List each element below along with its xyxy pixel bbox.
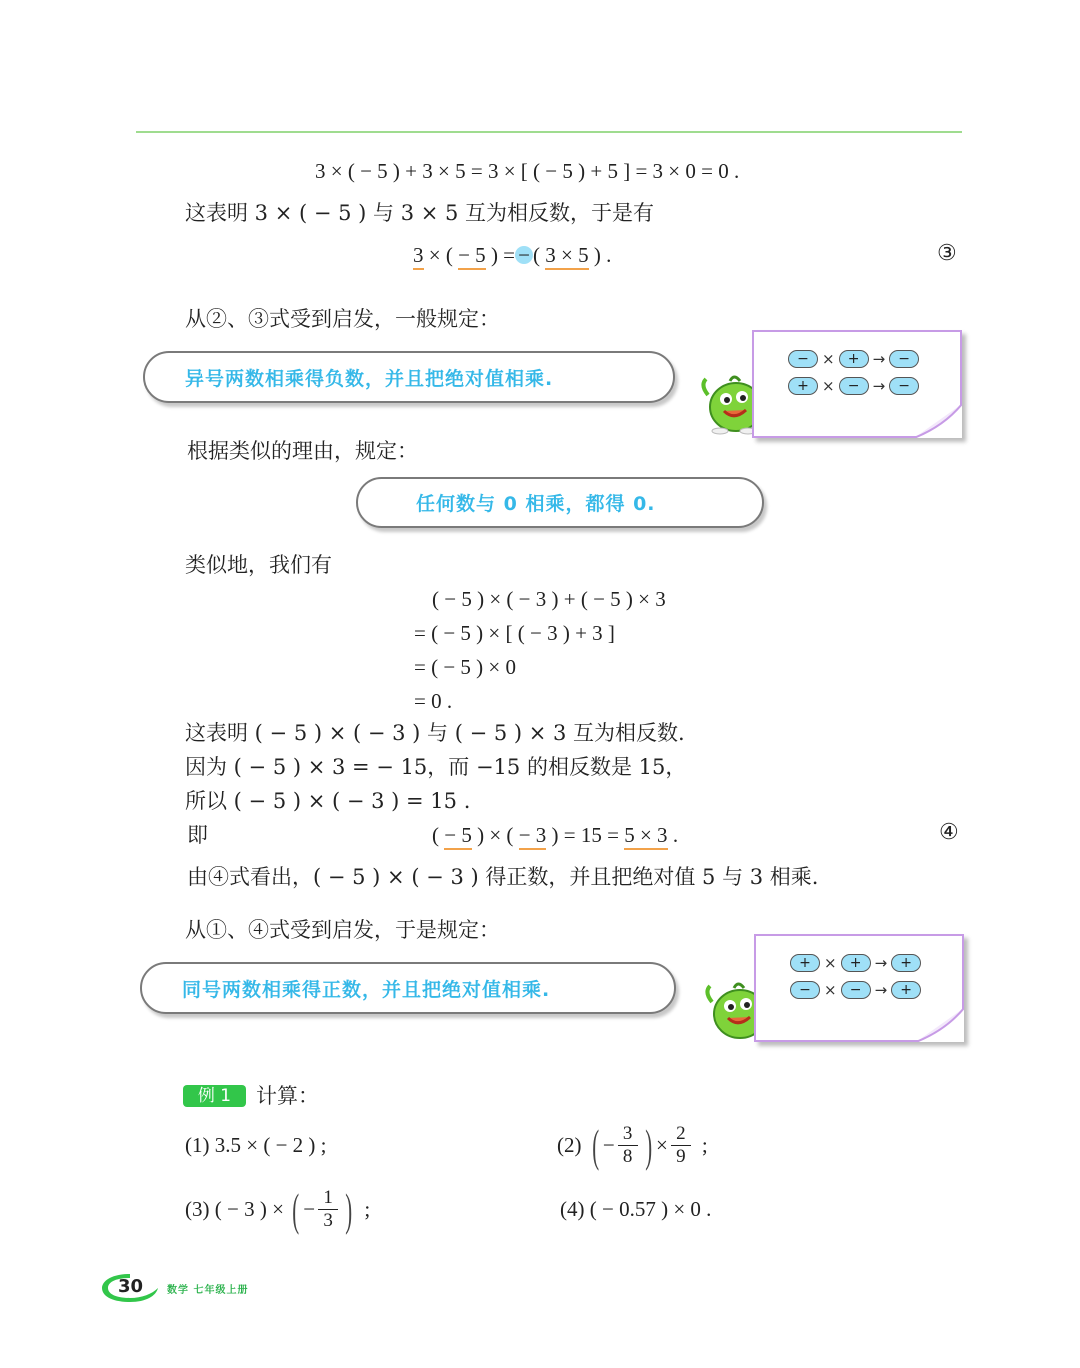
arrow-icon: → bbox=[872, 350, 886, 368]
sign-pill: + bbox=[841, 954, 871, 972]
left-paren: ( bbox=[591, 1119, 599, 1171]
numerator: 3 bbox=[622, 1122, 633, 1144]
eq4-5x3: 5 × 3 bbox=[624, 823, 667, 850]
left-paren: ( bbox=[292, 1183, 300, 1235]
eq3-text: × ( bbox=[423, 243, 459, 267]
rule-box-2 bbox=[356, 477, 764, 528]
equation-3 bbox=[413, 243, 611, 268]
example-badge: 例 1 bbox=[183, 1085, 246, 1107]
sign-pill: + bbox=[788, 377, 818, 395]
sign-pill: − bbox=[841, 981, 871, 999]
calc-line-1: ( − 5 ) × ( − 3 ) + ( − 5 ) × 3 bbox=[432, 587, 666, 611]
text-line-10: 即 bbox=[187, 823, 208, 847]
problem-2 bbox=[557, 1118, 708, 1172]
note-2-row-2 bbox=[790, 981, 921, 999]
problem-2-neg: − bbox=[602, 1132, 615, 1157]
sign-pill: + bbox=[839, 350, 869, 368]
page-fold-icon bbox=[916, 1008, 964, 1042]
sign-pill: + bbox=[891, 981, 921, 999]
eq4-text: . bbox=[667, 823, 679, 847]
text-line-5: 根据类似的理由，规定： bbox=[187, 439, 418, 463]
semicolon: ; bbox=[364, 1196, 371, 1221]
problem-3 bbox=[185, 1182, 370, 1236]
eq3-3x5: 3 × 5 bbox=[545, 243, 588, 270]
equation-line-1: 3 × ( − 5 ) + 3 × 5 = 3 × [ ( − 5 ) + 5 ] = 3 × 0 = 0 . bbox=[315, 159, 740, 183]
sign-pill: − bbox=[790, 981, 820, 999]
problem-1: (1) 3.5 × ( − 2 ) ; bbox=[185, 1133, 327, 1157]
note-1-row-1 bbox=[788, 350, 919, 368]
problem-3-label: (3) ( − 3 ) × bbox=[185, 1196, 284, 1221]
fraction-3-8 bbox=[618, 1123, 638, 1168]
page-fold-icon bbox=[914, 404, 962, 438]
equation-number-3: ③ bbox=[937, 241, 957, 266]
fraction-1-3 bbox=[318, 1187, 338, 1232]
rule-1-text: 异号两数相乘得负数，并且把绝对值相乘. bbox=[185, 367, 554, 390]
times-sign: × bbox=[824, 954, 837, 972]
sign-pill: − bbox=[839, 377, 869, 395]
sign-rule-note-1 bbox=[752, 330, 962, 438]
note-2-row-1 bbox=[790, 954, 921, 972]
rule-3-text: 同号两数相乘得正数，并且把绝对值相乘. bbox=[182, 978, 551, 1001]
problem-3-neg: − bbox=[303, 1196, 316, 1221]
book-title: 数学 七年级上册 bbox=[167, 1285, 249, 1296]
example-title: 计算： bbox=[256, 1084, 319, 1108]
sign-pill: + bbox=[790, 954, 820, 972]
times-sign: × bbox=[822, 377, 835, 395]
calc-line-2: = ( − 5 ) × [ ( − 3 ) + 3 ] bbox=[414, 621, 615, 645]
text-line-12: 从①、④式受到启发，于是规定： bbox=[185, 918, 500, 942]
denominator: 9 bbox=[676, 1145, 686, 1167]
problem-2-label: (2) bbox=[557, 1132, 582, 1157]
times-sign: × bbox=[824, 981, 837, 999]
times-sign: × bbox=[822, 350, 835, 368]
text-line-7: 这表明 ( − 5 ) × ( − 3 ) 与 ( − 5 ) × 3 互为相反数. bbox=[185, 721, 685, 745]
eq3-text: ) . bbox=[588, 243, 612, 267]
text-line-2: 这表明 3 × ( − 5 ) 与 3 × 5 互为相反数，于是有 bbox=[185, 201, 655, 225]
sign-pill: − bbox=[788, 350, 818, 368]
numerator: 2 bbox=[676, 1122, 686, 1144]
eq3-neg5: − 5 bbox=[458, 243, 486, 270]
denominator: 3 bbox=[323, 1209, 333, 1231]
rule-box-3 bbox=[140, 962, 676, 1014]
text-line-8: 因为 ( − 5 ) × 3 = − 15，而 −15 的相反数是 15， bbox=[185, 755, 687, 779]
page-number: 30 bbox=[118, 1276, 144, 1297]
eq4-neg3: − 3 bbox=[519, 823, 547, 850]
note-1-row-2 bbox=[788, 377, 919, 395]
arrow-icon: → bbox=[872, 377, 886, 395]
text-line-11: 由④式看出，( − 5 ) × ( − 3 ) 得正数，并且把绝对值 5 与 3 相乘. bbox=[187, 865, 819, 889]
sign-pill: + bbox=[891, 954, 921, 972]
problem-4: (4) ( − 0.57 ) × 0 . bbox=[560, 1197, 712, 1221]
eq3-minus-sign: − bbox=[515, 246, 533, 264]
rule-box-1 bbox=[143, 351, 675, 403]
numerator: 1 bbox=[323, 1186, 333, 1208]
sign-rule-note-2 bbox=[754, 934, 964, 1042]
text-line-6: 类似地，我们有 bbox=[185, 553, 332, 577]
calc-line-3: = ( − 5 ) × 0 bbox=[414, 655, 517, 679]
denominator: 8 bbox=[622, 1145, 633, 1167]
calc-line-4: = 0 . bbox=[414, 689, 453, 713]
header-rule bbox=[136, 131, 962, 133]
sign-pill: − bbox=[889, 377, 919, 395]
eq4-text: ( bbox=[432, 823, 445, 847]
eq4-text: ) × ( bbox=[471, 823, 519, 847]
eq3-factor-3: 3 bbox=[413, 243, 424, 270]
equation-4 bbox=[432, 823, 678, 848]
eq3-text: ( bbox=[533, 243, 546, 267]
fraction-2-9 bbox=[671, 1123, 691, 1168]
eq4-text: ) = 15 = bbox=[546, 823, 625, 847]
rule-2-text: 任何数与 0 相乘，都得 0. bbox=[416, 493, 656, 515]
arrow-icon: → bbox=[874, 981, 888, 999]
times-sign: × bbox=[656, 1132, 668, 1157]
equation-number-4: ④ bbox=[939, 820, 959, 845]
right-paren: ) bbox=[345, 1183, 353, 1235]
arrow-icon: → bbox=[874, 954, 888, 972]
eq3-text: ) = bbox=[485, 243, 516, 267]
text-line-4: 从②、③式受到启发，一般规定： bbox=[185, 307, 500, 331]
eq4-neg5: − 5 bbox=[444, 823, 472, 850]
semicolon: ; bbox=[701, 1132, 708, 1157]
sign-pill: − bbox=[889, 350, 919, 368]
right-paren: ) bbox=[644, 1119, 652, 1171]
text-line-9: 所以 ( − 5 ) × ( − 3 ) = 15 . bbox=[185, 789, 471, 813]
